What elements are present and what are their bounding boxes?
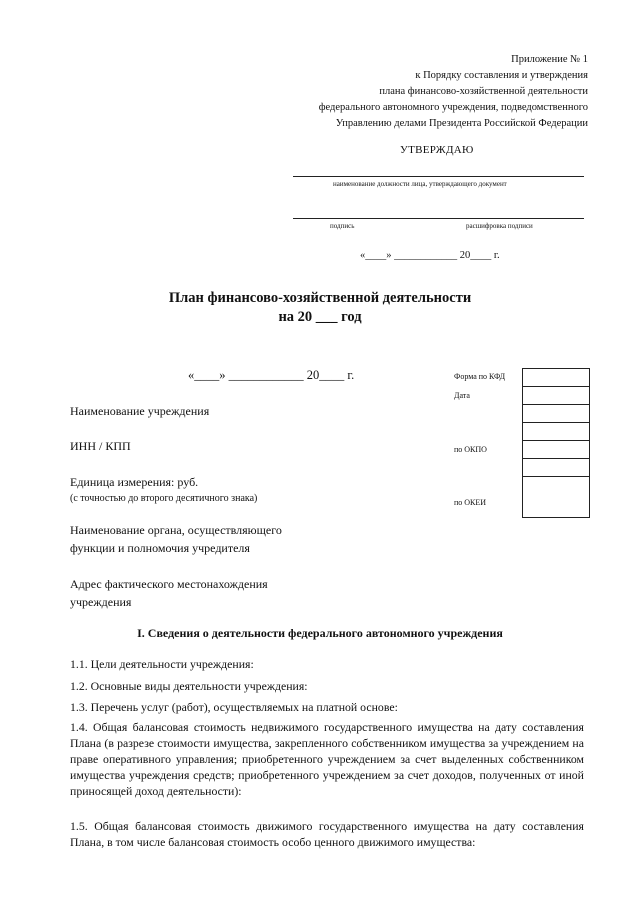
item-1-4: 1.4. Общая балансовая стоимость недвижимого государственного имущества на дату составления Плана (в разрезе стоимости имущества, закрепленного собственником имущества за учреждением на праве оперативного управления; приобретенного учреждением за счет выделенных собственником имущества учреждения средств; приобретенного учреждением за счет доходов, полученных от иной приносящей доход деятельности): [70,720,584,798]
form-date: «____» ____________ 20____ г. [188,368,355,382]
code-cell-blank-2[interactable] [523,441,589,459]
founder-label-2: функции и полномочия учредителя [70,541,250,555]
unit-label: Единица измерения: руб. [70,475,199,489]
section-heading: I. Сведения о деятельности федерального автономного учреждения [137,626,503,640]
code-cell-okpo[interactable] [523,423,589,441]
approve-date: «____» ____________ 20____ г. [360,250,500,261]
okei-label: по ОКЕИ [454,498,487,507]
plan-year: на 20 ___ год [278,309,362,325]
code-cell-blank-1[interactable] [523,405,589,423]
signature-line [293,218,584,219]
position-line [293,176,584,177]
address-label-1: Адрес фактического местонахождения [70,577,268,591]
approve-heading: УТВЕРЖДАЮ [400,144,474,156]
code-cell-kfd[interactable] [523,369,589,387]
kfd-label: Форма по КФД [454,372,506,381]
appendix-line-2: к Порядку составления и утверждения [415,70,588,81]
code-cell-okei[interactable] [523,477,589,517]
item-1-5: 1.5. Общая балансовая стоимость движимого государственного имущества на дату составления Плана, в том числе балансовая стоимость особо ценного движимого имущества: [70,819,584,849]
date-label: Дата [454,391,470,400]
item-1-3: 1.3. Перечень услуг (работ), осуществляемых на платной основе: [70,700,398,714]
unit-note: (с точностью до второго десятичного знака) [70,493,258,504]
okpo-label: по ОКПО [454,445,487,454]
codes-table [522,368,590,518]
code-cell-date[interactable] [523,387,589,405]
decoding-caption: расшифровка подписи [466,222,533,230]
appendix-header [319,52,588,132]
position-caption: наименование должности лица, утверждающего документ [333,180,507,188]
signature-caption: подпись [330,222,355,230]
inn-kpp-label: ИНН / КПП [70,439,131,453]
item-1-2: 1.2. Основные виды деятельности учреждения: [70,679,308,693]
appendix-line-5: Управлению делами Президента Российской Федерации [335,118,588,129]
item-1-1: 1.1. Цели деятельности учреждения: [70,657,254,671]
appendix-line-1: Приложение № 1 [511,54,588,65]
founder-label-1: Наименование органа, осуществляющего [70,523,282,537]
appendix-line-3: плана финансово-хозяйственной деятельности [379,86,588,97]
appendix-line-4: федерального автономного учреждения, подведомственного [318,102,588,113]
code-cell-blank-3[interactable] [523,459,589,477]
plan-title: План финансово-хозяйственной деятельности [168,290,472,306]
institution-name-label: Наименование учреждения [70,404,210,418]
address-label-2: учреждения [70,595,132,609]
